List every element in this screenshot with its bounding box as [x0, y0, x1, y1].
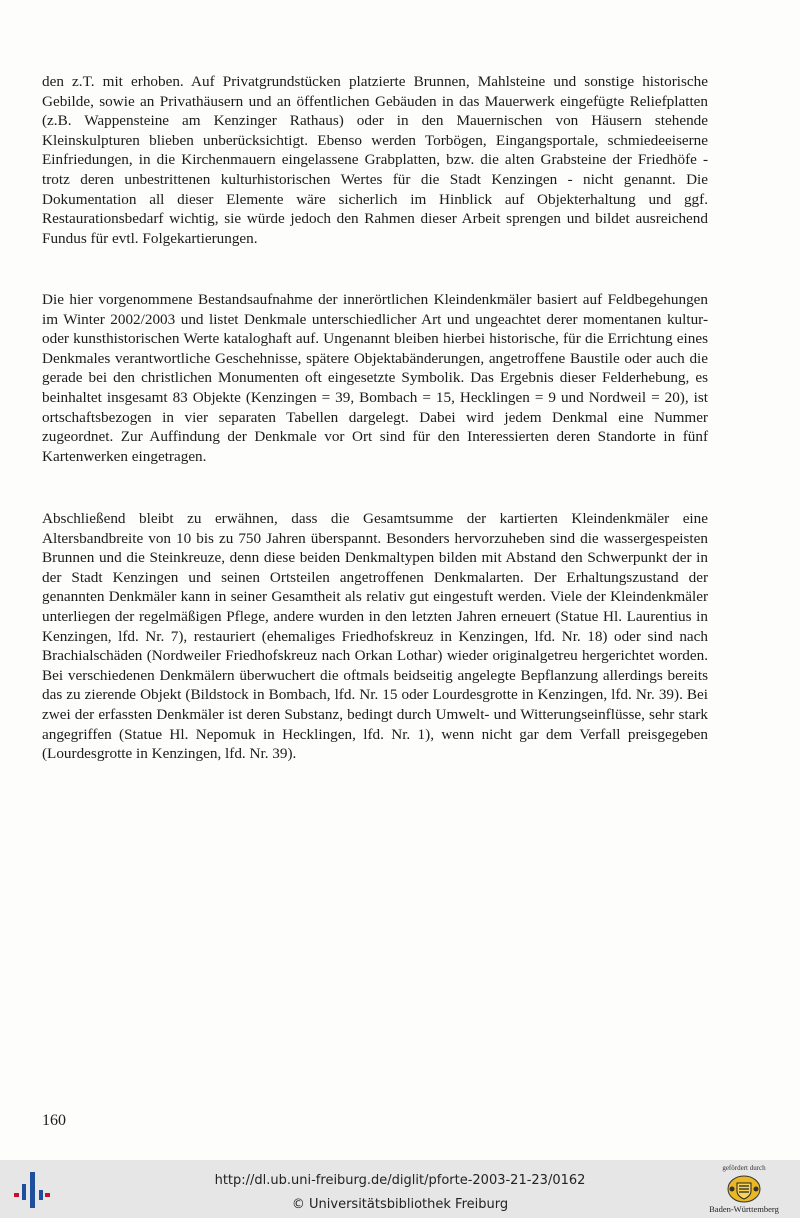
sponsor-top-text: gefördert durch [722, 1164, 766, 1172]
paragraph-3: Abschließend bleibt zu erwähnen, dass die Gesamtsumme der kartierten Kleindenkmäler eine Altersbandbreite von 10 bis zu 750 Jahren überspannt. Besonders hervorzuheben sind die wassergespeisten Brunnen und die Steinkreuze, denn diese beiden Denkmaltypen bilden mit Abstand den Schwerpunkt der in der Stadt Kenzingen und seinen Ortsteilen angetroffenen Denkmalarten. Der Erhaltungszustand der genannten Denkmäler kann in seiner Gesamtheit als relativ gut eingestuft werden. Viele der Kleindenkmäler unterliegen der regelmäßigen Pflege, andere wurden in den letzten Jahren erneuert (Statue Hl. Laurentius in Kenzingen, lfd. Nr. 7), restauriert (ehemaliges Friedhofskreuz in Kenzingen, lfd. Nr. 18) oder sind nach Brachialschäden (Nordweiler Friedhofskreuz nach Orkan Lothar) wieder originalgetreu hergerichtet worden. Bei verschiedenen Denkmälern überwuchert die oftmals beidseitig angelegte Bepflanzung allerdings bereits das zu zierende Objekt (Bildstock in Bombach, lfd. Nr. 15 oder Lourdesgrotte in Kenzingen, lfd. Nr. 39). Bei zwei der erfassten Denkmäler ist deren Substanz, bedingt durch Umwelt- und Witterungseinflüsse, sehr stark angegriffen (Statue Hl. Nepomuk in Hecklingen, lfd. Nr. 1), wenn nicht gar dem Verfall preisgegeben (Lourdesgrotte in Kenzingen, lfd. Nr. 39). [42, 510, 708, 763]
document-url-link[interactable]: http://dl.ub.uni-freiburg.de/diglit/pforte-2003-21-23/0162 [214, 1173, 586, 1188]
sponsor-badge[interactable] [694, 1164, 794, 1216]
state-seal-icon [726, 1174, 762, 1204]
page-number: 160 [42, 1112, 66, 1129]
viewer-footer [0, 1160, 800, 1218]
paragraph-2: Die hier vorgenommene Bestandsaufnahme der innerörtlichen Kleindenkmäler basiert auf Feldbegehungen im Winter 2002/2003 und listet Denkmale unterschiedlicher Art und ungeachtet derer momentanen kultur- oder kunsthistorischen Werte kataloghaft auf. Ungenannt bleiben hierbei historische, für die Errichtung eines Denkmales verantwortliche Geschehnisse, spätere Objektabänderungen, angetroffene Baustile oder auch die gerade bei den christlichen Monumenten oft eingesetzte Symbolik. Das Ergebnis dieser Felderhebung, es beinhaltet insgesamt 83 Objekte (Kenzingen = 39, Bombach = 15, Hecklingen = 9 und Nordweil = 20), ist ortschaftsbezogen in vier separaten Tabellen dargelegt. Dabei wird jedem Denkmal eine Nummer zugeordnet. Zur Auffindung der Denkmale vor Ort sind für den Interessierten deren Standorte in fünf Kartenwerken eingetragen. [42, 291, 708, 465]
sponsor-bottom-text: Baden-Württemberg [709, 1204, 779, 1214]
copyright-text: © Universitätsbibliothek Freiburg [291, 1197, 509, 1212]
paragraph-1: den z.T. mit erhoben. Auf Privatgrundstücken platzierte Brunnen, Mahlsteine und sonstige historische Gebilde, sowie an Privathäusern und an öffentlichen Gebäuden in das Mauerwerk eingefügte Reliefplatten (z.B. Wappensteine am Kenzinger Rathaus) oder in den Mauernischen von Häusern stehende Kleinskulpturen blieben unberücksichtigt. Ebenso werden Torbögen, Eingangsportale, schmiedeeiserne Einfriedungen, in die Kirchenmauern eingelassene Grabplatten, bzw. die alten Grabsteine der Friedhöfe - trotz deren unbestrittenen kulturhistorischen Wertes für die Stadt Kenzingen - nicht genannt. Die Dokumentation all dieser Elemente wäre sicherlich im Hinblick auf Objekterhaltung und ggf. Restaurationsbedarf wichtig, sie würde jedoch den Rahmen dieser Arbeit sprengen und bildet ausreichend Fundus für evtl. Folgekartierungen. [42, 73, 708, 247]
